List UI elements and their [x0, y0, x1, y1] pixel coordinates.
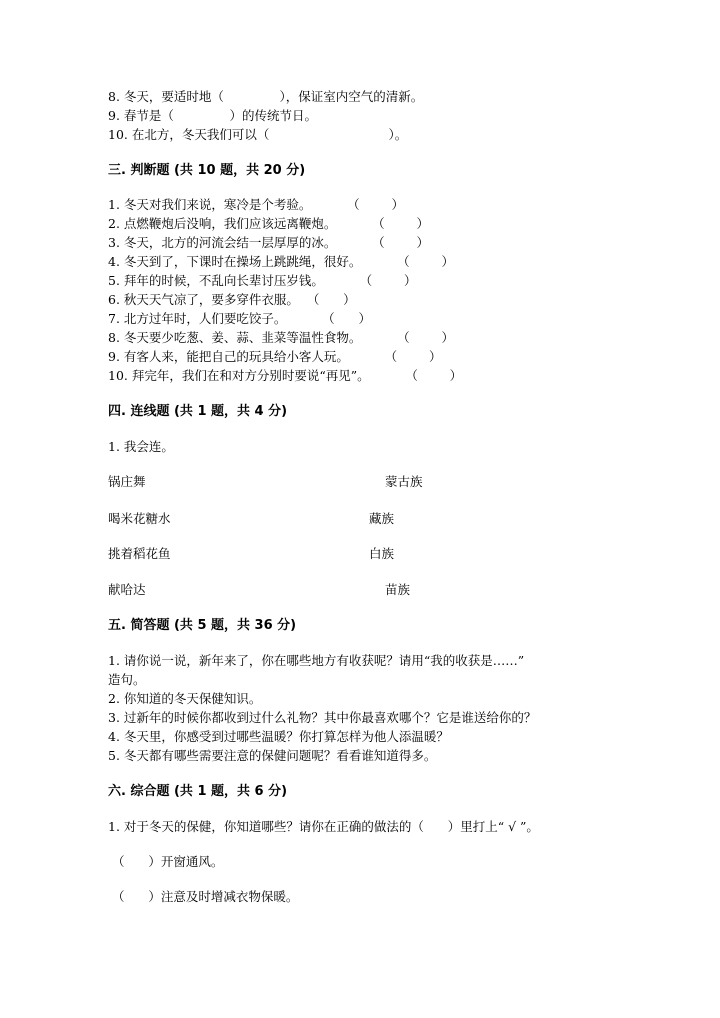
- short-answer-item: 5. 冬天都有哪些需要注意的保健问题呢？看看谁知道得多。: [108, 748, 437, 763]
- section-heading-matching: 四. 连线题 (共 1 题，共 4 分): [108, 404, 288, 419]
- short-answer-item-continuation: 造句。: [108, 672, 146, 687]
- comprehensive-option: （ ）开窗通风。: [112, 854, 224, 869]
- section-heading-short-answer: 五. 简答题 (共 5 题，共 36 分): [108, 618, 297, 633]
- short-answer-item: 2. 你知道的冬天保健知识。: [108, 691, 262, 706]
- judgement-item: 2. 点燃鞭炮后没响，我们应该远离鞭炮。 （ ）: [108, 216, 429, 231]
- judgement-item: 5. 拜年的时候，不乱向长辈讨压岁钱。 （ ）: [108, 273, 417, 288]
- judgement-item: 9. 有客人来，能把自己的玩具给小客人玩。 （ ）: [108, 349, 442, 364]
- section-heading-judgement: 三. 判断题 (共 10 题，共 20 分): [108, 163, 306, 178]
- judgement-item: 10. 拜完年，我们在和对方分别时要说“再见”。 （ ）: [108, 368, 463, 383]
- comprehensive-option: （ ）注意及时增减衣物保暖。: [112, 889, 299, 904]
- judgement-item: 7. 北方过年时，人们要吃饺子。 （ ）: [108, 311, 372, 326]
- matching-left-item: 喝米花糖水: [108, 511, 171, 526]
- judgement-item: 4. 冬天到了，下课时在操场上跳跳绳，很好。 （ ）: [108, 254, 454, 269]
- short-answer-item: 4. 冬天里，你感受到过哪些温暖？你打算怎样为他人添温暖？: [108, 729, 449, 744]
- judgement-item: 1. 冬天对我们来说，寒冷是个考验。 （ ）: [108, 197, 404, 212]
- short-answer-item: 1. 请你说一说，新年来了，你在哪些地方有收获呢？请用“我的收获是……”: [108, 653, 525, 668]
- matching-right-item: 白族: [369, 546, 395, 561]
- matching-left-item: 挑着稻花鱼: [108, 546, 171, 561]
- fill-blank-item: 9. 春节是（ ）的传统节日。: [108, 108, 318, 123]
- judgement-item: 8. 冬天要少吃葱、姜、蒜、韭菜等温性食物。 （ ）: [108, 330, 454, 345]
- comprehensive-prompt: 1. 对于冬天的保健，你知道哪些？请你在正确的做法的（ ）里打上“ √ ”。: [108, 819, 539, 834]
- fill-blank-item: 10. 在北方，冬天我们可以（ ）。: [108, 127, 408, 142]
- matching-prompt: 1. 我会连。: [108, 439, 174, 454]
- short-answer-item: 3. 过新年的时候你都收到过什么礼物？其中你最喜欢哪个？它是谁送给你的？: [108, 710, 537, 725]
- fill-blank-item: 8. 冬天，要适时地（ ），保证室内空气的清新。: [108, 89, 424, 104]
- matching-right-item: 苗族: [385, 582, 411, 597]
- judgement-item: 6. 秋天天气凉了，要多穿件衣服。 （ ）: [108, 292, 356, 307]
- matching-right-item: 蒙古族: [385, 474, 423, 489]
- matching-left-item: 锅庄舞: [108, 474, 146, 489]
- matching-right-item: 藏族: [369, 511, 395, 526]
- matching-left-item: 献哈达: [108, 582, 146, 597]
- judgement-item: 3. 冬天，北方的河流会结一层厚厚的冰。 （ ）: [108, 235, 429, 250]
- section-heading-comprehensive: 六. 综合题 (共 1 题，共 6 分): [108, 784, 288, 799]
